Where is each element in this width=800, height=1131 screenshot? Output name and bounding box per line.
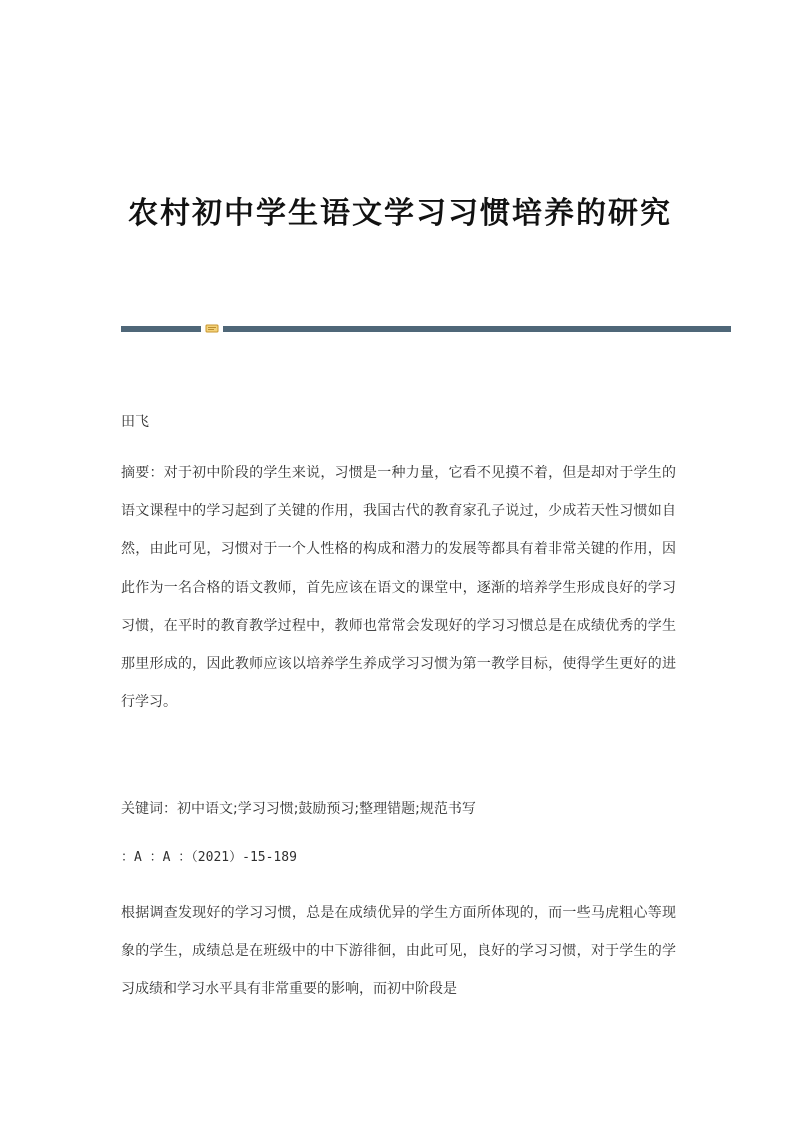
- title-divider: [121, 326, 731, 332]
- classification-reference: ：A ：A ：（2021）-15-189: [121, 850, 297, 865]
- pencil-icon: [205, 323, 219, 334]
- document-title: 农村初中学生语文学习习惯培养的研究: [128, 196, 672, 231]
- intro-paragraph: 根据调查发现好的学习习惯，总是在成绩优异的学生方面所体现的，而一些马虎粗心等现象的学生，成绩总是在班级中的中下游徘徊，由此可见，良好的学习习惯，对于学生的学习成绩和学习水平具有非常重要的影响，而初中阶段是: [121, 905, 676, 998]
- author-name: 田飞: [121, 414, 149, 430]
- divider-right-segment: [223, 326, 731, 332]
- keywords-line: 关键词：初中语文;学习习惯;鼓励预习;整理错题;规范书写: [121, 801, 476, 817]
- divider-left-segment: [121, 326, 201, 332]
- abstract-paragraph: 摘要：对于初中阶段的学生来说，习惯是一种力量，它看不见摸不着，但是却对于学生的语文课程中的学习起到了关键的作用，我国古代的教育家孔子说过，少成若天性习惯如自然，由此可见，习惯对于一个人性格的构成和潜力的发展等都具有着非常关键的作用，因此作为一名合格的语文教师，首先应该在语文的课堂中，逐渐的培养学生形成良好的学习习惯，在平时的教育教学过程中，教师也常常会发现好的学习习惯总是在成绩优秀的学生那里形成的，因此教师应该以培养学生养成学习习惯为第一教学目标，使得学生更好的进行学习。: [121, 465, 676, 711]
